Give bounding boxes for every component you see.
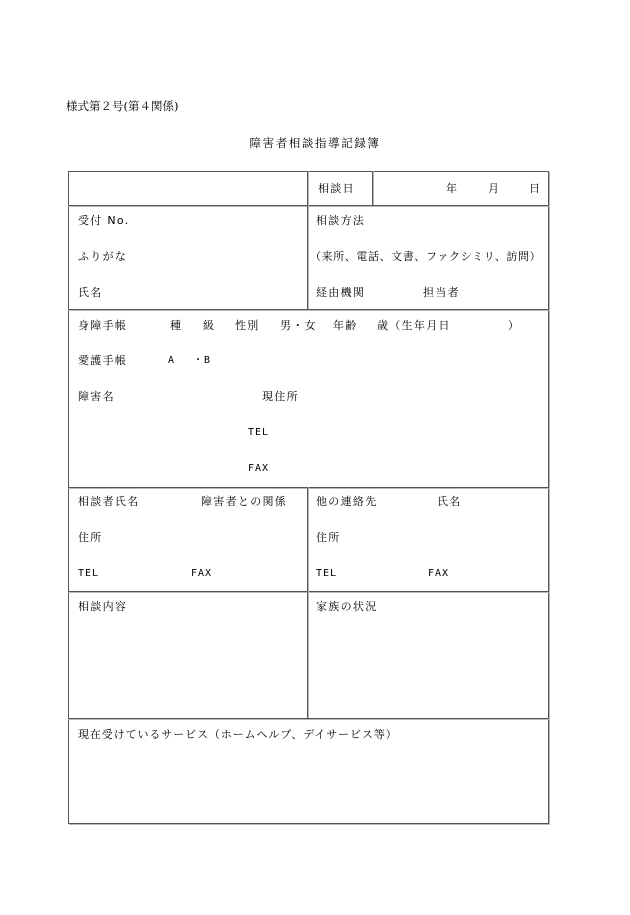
divider-col-row2 <box>307 205 308 309</box>
close-paren: ） <box>508 319 521 332</box>
fax-label: FAX <box>248 463 270 474</box>
other-contact-address-label: 住所 <box>316 531 341 544</box>
divider-row5 <box>68 718 549 719</box>
person-in-charge-label: 担当者 <box>423 286 460 299</box>
divider-row4 <box>68 591 549 592</box>
form-number: 様式第２号(第４関係) <box>66 99 179 113</box>
divider-col-row5 <box>307 591 308 718</box>
sex-label: 性別 <box>235 319 260 332</box>
divider-col-row1 <box>307 171 308 205</box>
day-label: 日 <box>529 182 542 195</box>
disability-handbook-label: 身障手帳 <box>78 319 128 332</box>
year-label: 年 <box>446 182 459 195</box>
other-contact-label: 他の連絡先 <box>316 495 378 508</box>
current-services-label: 現在受けているサービス（ホームヘルプ、デイサービス等） <box>78 728 398 741</box>
address-label: 現住所 <box>262 390 299 403</box>
age-label: 年齢 <box>333 319 358 332</box>
other-contact-tel-label: TEL <box>316 568 338 579</box>
care-a-label: A <box>168 355 176 366</box>
sex-options: 男・女 <box>280 319 317 332</box>
disability-name-label: 障害名 <box>78 390 115 403</box>
divider-col-row4 <box>307 487 308 591</box>
grade-label: 級 <box>203 319 216 332</box>
divider-row1 <box>68 205 549 206</box>
consult-date-label: 相談日 <box>318 182 355 195</box>
referral-agency-label: 経由機関 <box>316 286 366 299</box>
care-handbook-label: 愛護手帳 <box>78 354 128 367</box>
divider-col-date <box>372 171 373 205</box>
other-contact-name-label: 氏名 <box>437 495 462 508</box>
care-b-label: ・B <box>193 355 212 366</box>
name-label: 氏名 <box>78 286 103 299</box>
consultant-name-label: 相談者氏名 <box>78 495 140 508</box>
relation-label: 障害者との関係 <box>201 495 288 508</box>
month-label: 月 <box>488 182 501 195</box>
form-table-border <box>68 171 549 824</box>
furigana-label: ふりがな <box>78 250 128 263</box>
tel-label: TEL <box>248 427 270 438</box>
divider-row2 <box>68 309 549 310</box>
family-status-label: 家族の状況 <box>316 600 378 613</box>
consult-content-label: 相談内容 <box>78 600 128 613</box>
receipt-no-label: 受付 No. <box>78 214 130 227</box>
consultant-tel-label: TEL <box>78 568 100 579</box>
page-title: 障害者相談指導記録簿 <box>249 136 381 150</box>
method-label: 相談方法 <box>316 214 366 227</box>
consultant-address-label: 住所 <box>78 531 103 544</box>
age-unit-label: 歳（生年月日 <box>377 319 451 332</box>
other-contact-fax-label: FAX <box>428 568 450 579</box>
consultant-fax-label: FAX <box>191 568 213 579</box>
type-label: 種 <box>170 319 183 332</box>
divider-row3 <box>68 487 549 488</box>
method-options: （来所、電話、文書、ファクシミリ、訪問） <box>310 250 542 263</box>
